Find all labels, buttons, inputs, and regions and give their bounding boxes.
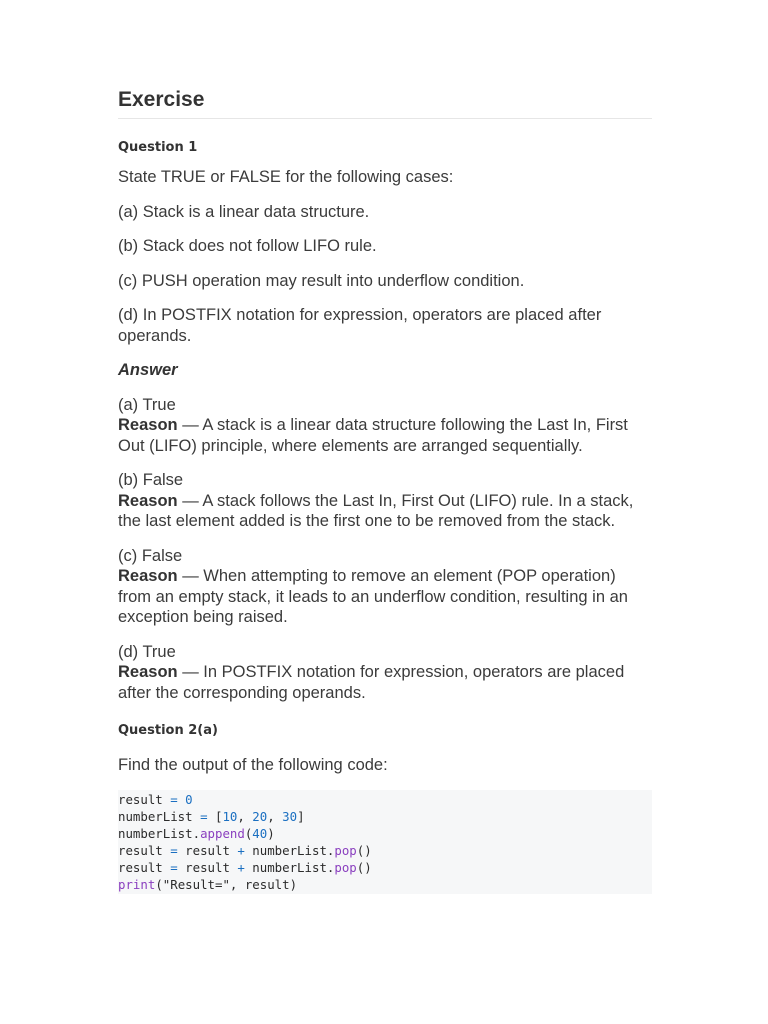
code-token: ( xyxy=(244,825,253,841)
question-1-heading: Question 1 xyxy=(118,140,198,155)
code-line-4 xyxy=(118,842,652,859)
question-2a-prompt: Find the output of the following code: xyxy=(118,756,388,774)
code-token: numberList. xyxy=(244,859,335,875)
question-2a-heading: Question 2(a) xyxy=(118,723,218,738)
code-token: pop xyxy=(334,842,357,858)
answer-verdict: (c) False xyxy=(118,546,183,565)
code-token: "Result=" xyxy=(162,876,230,892)
code-line-3 xyxy=(118,825,652,842)
answer-d xyxy=(118,642,652,704)
code-token: ) xyxy=(267,825,275,841)
code-token: = xyxy=(200,808,208,824)
reason-label: Reason xyxy=(118,416,178,434)
answer-verdict: (a) True xyxy=(118,395,176,414)
code-token: = xyxy=(170,859,178,875)
code-token: + xyxy=(237,859,245,875)
answer-verdict: (b) False xyxy=(118,471,184,489)
code-token: numberList. xyxy=(118,825,201,841)
code-token: result xyxy=(118,859,171,875)
code-token: ] xyxy=(297,808,305,824)
answer-heading: Answer xyxy=(118,361,178,379)
code-line-1 xyxy=(118,791,652,808)
code-token: = xyxy=(170,842,178,858)
code-token: append xyxy=(200,825,245,841)
answer-reason: — A stack follows the Last In, First Out (LIFO) rule. In a stack, the last element added is the first one to be removed from the stack. xyxy=(118,491,634,530)
code-line-2 xyxy=(118,808,652,825)
code-token: 0 xyxy=(185,791,193,807)
code-token: () xyxy=(356,842,372,858)
code-token: pop xyxy=(334,859,357,875)
statement-d: (d) In POSTFIX notation for expression, operators are placed after operands. xyxy=(118,306,602,345)
code-token: numberList. xyxy=(244,842,335,858)
statement-c: (c) PUSH operation may result into underflow condition. xyxy=(118,271,525,290)
code-token: 40 xyxy=(252,825,268,841)
question-1-prompt: State TRUE or FALSE for the following cases: xyxy=(118,168,454,186)
article-content xyxy=(118,86,652,894)
reason-label: Reason xyxy=(118,491,178,510)
code-token: + xyxy=(237,842,245,858)
statement-a: (a) Stack is a linear data structure. xyxy=(118,202,370,221)
answer-reason: — A stack is a linear data structure following the Last In, First Out (LIFO) principle, where elements are arranged sequentially. xyxy=(118,416,628,455)
code-token: = xyxy=(170,791,178,807)
statement-b: (b) Stack does not follow LIFO rule. xyxy=(118,237,377,255)
answer-b xyxy=(118,470,652,532)
code-token: 10 xyxy=(222,808,238,824)
answer-verdict: (d) True xyxy=(118,642,176,661)
reason-label: Reason xyxy=(118,663,178,681)
code-token: , xyxy=(237,808,253,824)
code-token: 30 xyxy=(282,808,298,824)
reason-label: Reason xyxy=(118,567,178,585)
code-token: () xyxy=(356,859,372,875)
answer-reason: — When attempting to remove an element (POP operation) from an empty stack, it leads to an underflow condition, resulting in an exception being raised. xyxy=(118,567,628,626)
code-line-5 xyxy=(118,859,652,876)
code-line-6 xyxy=(118,876,652,893)
code-token: , result) xyxy=(229,876,298,892)
code-token: ( xyxy=(155,876,163,892)
answer-a xyxy=(118,395,652,457)
code-token: result xyxy=(118,791,171,807)
answer-reason: — In POSTFIX notation for expression, operators are placed after the corresponding operands. xyxy=(118,663,625,702)
code-block xyxy=(118,790,652,894)
answer-c xyxy=(118,546,652,628)
code-token: print xyxy=(118,876,156,892)
code-token: 20 xyxy=(252,808,268,824)
code-token: result xyxy=(177,842,238,858)
page-title: Exercise xyxy=(118,86,652,119)
code-token: result xyxy=(118,842,171,858)
code-token: [ xyxy=(207,808,223,824)
code-token: , xyxy=(267,808,283,824)
code-token: result xyxy=(177,859,238,875)
code-token: numberList xyxy=(118,808,201,824)
